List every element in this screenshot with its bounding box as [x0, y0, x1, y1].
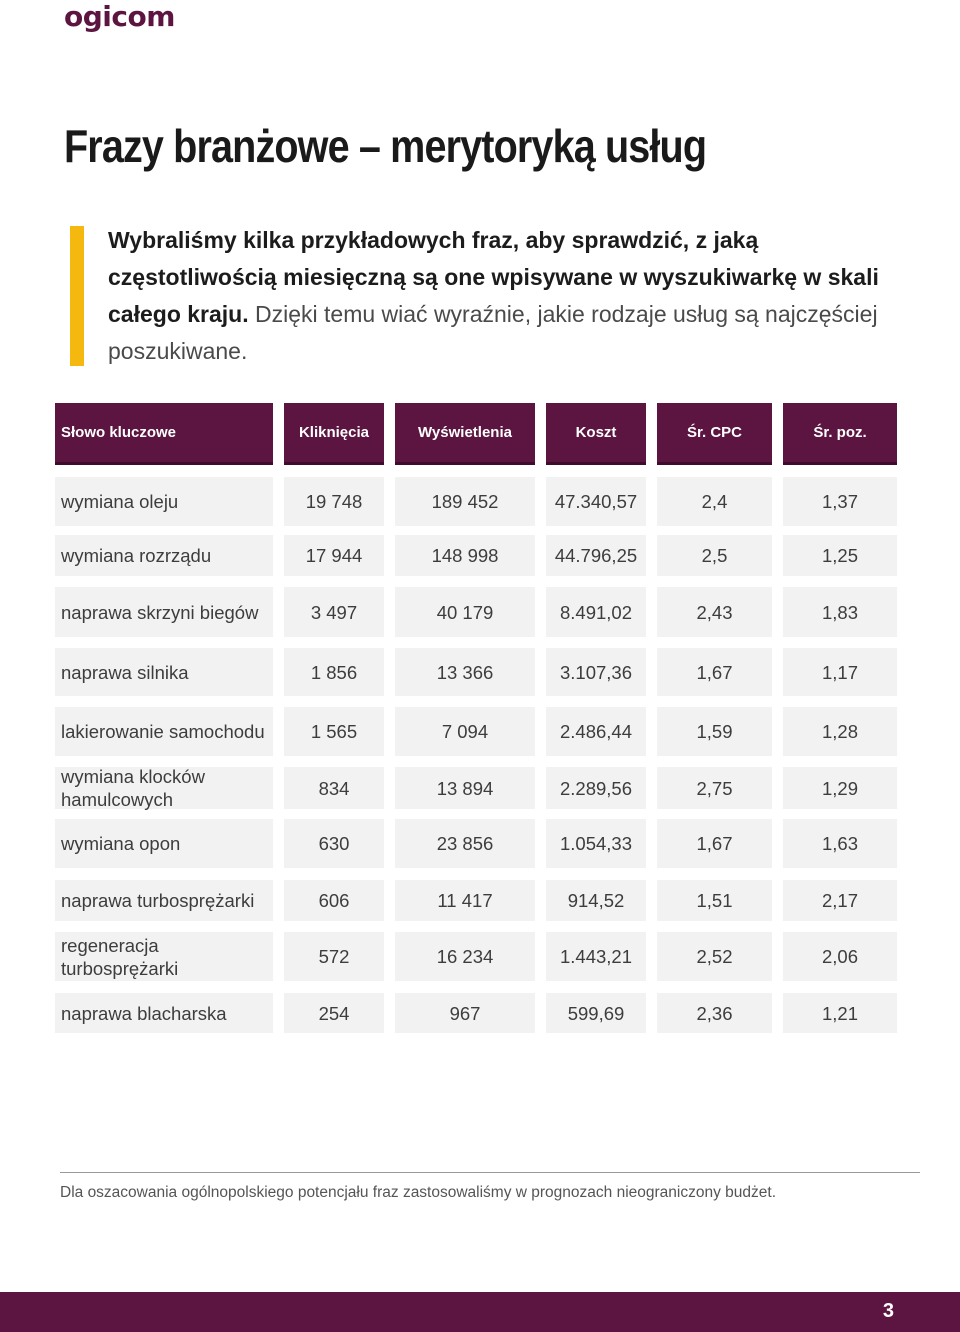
cell-avg-position: 1,25: [783, 535, 897, 576]
cell-impressions: 967: [395, 993, 535, 1033]
cell-avg-cpc: 2,36: [657, 993, 772, 1033]
intro-accent-bar: [70, 226, 84, 366]
cell-avg-position: 1,28: [783, 707, 897, 756]
header-keyword: Słowo kluczowe: [55, 403, 273, 465]
cell-clicks: 19 748: [284, 477, 384, 526]
footnote: Dla oszacowania ogólnopolskiego potencjału fraz zastosowaliśmy w prognozach nieograniczony budżet.: [60, 1172, 920, 1203]
intro-bold-text: Wybraliśmy kilka przykładowych fraz, aby sprawdzić, z jaką częstotliwością miesięczną są one wpisywane w wyszukiwarkę w skali całego kraju.: [108, 227, 879, 327]
cell-avg-cpc: 2,4: [657, 477, 772, 526]
cell-avg-cpc: 1,59: [657, 707, 772, 756]
cell-clicks: 1 565: [284, 707, 384, 756]
cell-avg-position: 2,17: [783, 880, 897, 921]
cell-cost: 44.796,25: [546, 535, 646, 576]
cell-clicks: 834: [284, 767, 384, 809]
cell-avg-position: 1,29: [783, 767, 897, 809]
cell-impressions: 13 894: [395, 767, 535, 809]
cell-impressions: 16 234: [395, 932, 535, 981]
cell-keyword: lakierowanie samochodu: [55, 707, 273, 756]
cell-avg-position: 1,21: [783, 993, 897, 1033]
cell-avg-cpc: 1,67: [657, 819, 772, 868]
cell-cost: 914,52: [546, 880, 646, 921]
cell-clicks: 572: [284, 932, 384, 981]
cell-cost: 47.340,57: [546, 477, 646, 526]
ogicom-logo: ogicom: [64, 0, 175, 33]
cell-avg-position: 1,37: [783, 477, 897, 526]
header-avg-position: Śr. poz.: [783, 403, 897, 465]
cell-keyword: wymiana klocków hamulcowych: [55, 767, 273, 809]
cell-keyword: naprawa turbosprężarki: [55, 880, 273, 921]
cell-impressions: 148 998: [395, 535, 535, 576]
intro-paragraph: [108, 222, 928, 370]
cell-keyword: naprawa blacharska: [55, 993, 273, 1033]
cell-clicks: 1 856: [284, 648, 384, 696]
page-title: Frazy branżowe – merytoryką usług: [64, 120, 707, 172]
cell-keyword: naprawa skrzyni biegów: [55, 587, 273, 637]
header-avg-cpc: Śr. CPC: [657, 403, 772, 465]
header-impressions: Wyświetlenia: [395, 403, 535, 465]
cell-cost: 3.107,36: [546, 648, 646, 696]
cell-impressions: 189 452: [395, 477, 535, 526]
cell-avg-position: 1,63: [783, 819, 897, 868]
header-cost: Koszt: [546, 403, 646, 465]
cell-clicks: 630: [284, 819, 384, 868]
cell-avg-cpc: 1,67: [657, 648, 772, 696]
cell-avg-cpc: 2,75: [657, 767, 772, 809]
header-clicks: Kliknięcia: [284, 403, 384, 465]
cell-avg-cpc: 1,51: [657, 880, 772, 921]
cell-avg-position: 2,06: [783, 932, 897, 981]
cell-keyword: wymiana opon: [55, 819, 273, 868]
cell-impressions: 11 417: [395, 880, 535, 921]
cell-avg-position: 1,17: [783, 648, 897, 696]
cell-impressions: 40 179: [395, 587, 535, 637]
cell-clicks: 254: [284, 993, 384, 1033]
cell-keyword: wymiana rozrządu: [55, 535, 273, 576]
cell-cost: 2.289,56: [546, 767, 646, 809]
cell-cost: 599,69: [546, 993, 646, 1033]
cell-impressions: 23 856: [395, 819, 535, 868]
cell-impressions: 7 094: [395, 707, 535, 756]
page-number: 3: [882, 1300, 894, 1322]
cell-avg-cpc: 2,52: [657, 932, 772, 981]
cell-cost: 2.486,44: [546, 707, 646, 756]
cell-cost: 1.443,21: [546, 932, 646, 981]
intro-normal-text: Dzięki temu wiać wyraźnie, jakie rodzaje usług są najczęściej poszukiwane.: [108, 301, 878, 364]
cell-keyword: regeneracja turbosprężarki: [55, 932, 273, 981]
cell-impressions: 13 366: [395, 648, 535, 696]
cell-keyword: wymiana oleju: [55, 477, 273, 526]
cell-keyword: naprawa silnika: [55, 648, 273, 696]
cell-cost: 8.491,02: [546, 587, 646, 637]
cell-clicks: 3 497: [284, 587, 384, 637]
footer-bar: [0, 1292, 960, 1332]
cell-cost: 1.054,33: [546, 819, 646, 868]
cell-clicks: 606: [284, 880, 384, 921]
cell-avg-cpc: 2,5: [657, 535, 772, 576]
cell-clicks: 17 944: [284, 535, 384, 576]
cell-avg-cpc: 2,43: [657, 587, 772, 637]
cell-avg-position: 1,83: [783, 587, 897, 637]
